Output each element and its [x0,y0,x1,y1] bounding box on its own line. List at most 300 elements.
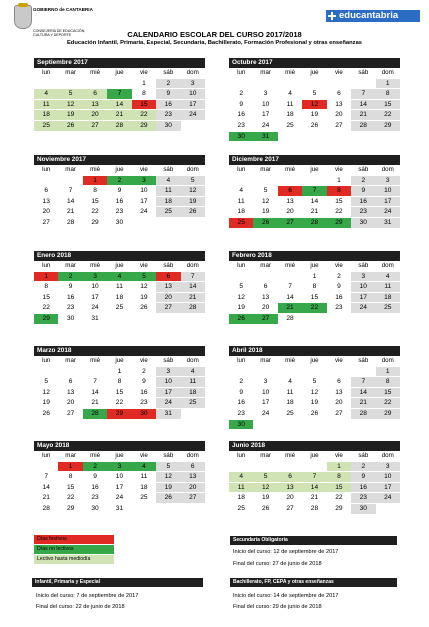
day-cell: 31 [156,408,180,419]
day-cell: 5 [156,461,180,472]
day-cell [34,175,58,186]
weekday-label: sáb [156,261,180,271]
day-cell: 10 [156,377,180,388]
day-cell [327,131,351,142]
day-cell: 17 [132,196,156,207]
week-row [34,186,205,197]
day-cell: 12 [34,387,58,398]
day-cell: 3 [351,271,375,282]
day-cell: 21 [278,303,302,314]
weekday-label: sáb [156,165,180,175]
day-cell [351,419,375,430]
weekday-label: mié [83,451,107,461]
week-row [229,292,400,303]
weekday-label: dom [181,68,205,78]
day-cell: 20 [327,110,351,121]
week-row [34,110,205,121]
day-cell: 22 [327,493,351,504]
day-cell: 10 [351,282,375,293]
day-cell [229,271,253,282]
month-calendar [229,346,400,430]
day-cell [253,419,277,430]
secundaria-header: Secundaria Obligatoria [230,536,397,545]
day-cell: 22 [376,110,400,121]
day-cell [376,503,400,514]
day-cell: 13 [327,387,351,398]
day-cell: 7 [58,186,82,197]
day-cell: 26 [302,408,326,419]
day-cell: 10 [376,472,400,483]
day-cell: 29 [376,120,400,131]
day-cell: 1 [302,271,326,282]
day-cell: 18 [156,196,180,207]
day-cell: 31 [107,503,131,514]
day-cell [181,408,205,419]
day-cell: 26 [34,408,58,419]
weekday-label: dom [181,261,205,271]
day-cell [156,503,180,514]
day-cell: 12 [132,282,156,293]
day-cell [278,175,302,186]
month-title: Junio 2018 [229,441,400,451]
day-cell: 5 [34,377,58,388]
day-cell: 14 [278,292,302,303]
day-cell: 30 [229,419,253,430]
day-cell: 3 [181,78,205,89]
day-cell [58,78,82,89]
day-cell: 17 [83,292,107,303]
day-cell: 23 [351,493,375,504]
day-cell: 16 [83,482,107,493]
day-cell: 22 [302,303,326,314]
day-cell: 30 [156,120,180,131]
day-cell: 6 [278,186,302,197]
week-row [229,271,400,282]
day-cell: 28 [302,217,326,228]
week-row [34,377,205,388]
day-cell: 13 [58,387,82,398]
day-cell: 30 [58,313,82,324]
day-cell [302,461,326,472]
week-row [229,78,400,89]
day-cell: 15 [132,99,156,110]
day-cell: 11 [229,482,253,493]
week-row [34,408,205,419]
day-cell: 18 [34,110,58,121]
week-row [229,366,400,377]
day-cell: 3 [253,89,277,100]
day-cell: 24 [376,207,400,218]
week-row [229,461,400,472]
day-cell: 13 [327,99,351,110]
day-cell: 25 [229,217,253,228]
weekday-label: mar [58,165,82,175]
day-cell: 28 [278,313,302,324]
day-cell: 24 [156,398,180,409]
day-cell: 5 [229,282,253,293]
day-cell: 16 [107,196,131,207]
week-row [34,271,205,282]
day-cell: 25 [34,120,58,131]
day-cell: 27 [83,120,107,131]
day-cell: 24 [376,493,400,504]
weekday-label: dom [376,165,400,175]
day-cell: 11 [156,186,180,197]
week-row [34,120,205,131]
day-cell: 24 [132,207,156,218]
day-cell: 24 [351,303,375,314]
weekday-label: dom [376,356,400,366]
day-cell: 24 [107,493,131,504]
day-cell: 2 [132,366,156,377]
day-cell: 27 [34,217,58,228]
day-cell: 4 [34,89,58,100]
day-cell: 10 [253,387,277,398]
day-cell: 25 [181,398,205,409]
day-cell: 1 [132,78,156,89]
day-cell: 5 [253,472,277,483]
day-cell [83,366,107,377]
weekday-label: mié [83,165,107,175]
day-cell: 1 [58,461,82,472]
day-cell: 26 [132,303,156,314]
day-cell: 26 [58,120,82,131]
day-cell: 22 [132,110,156,121]
day-cell: 7 [302,186,326,197]
day-cell: 26 [156,493,180,504]
week-row [229,186,400,197]
day-cell [278,271,302,282]
weekday-label: sáb [156,68,180,78]
week-row [229,207,400,218]
day-cell: 13 [181,472,205,483]
day-cell: 27 [327,120,351,131]
day-cell: 25 [278,120,302,131]
day-cell: 2 [229,377,253,388]
day-cell: 15 [83,196,107,207]
day-cell: 10 [132,186,156,197]
day-cell: 26 [253,503,277,514]
day-cell [229,175,253,186]
day-cell: 6 [83,89,107,100]
day-cell: 9 [58,282,82,293]
day-cell: 13 [278,482,302,493]
day-cell: 12 [156,472,180,483]
day-cell [278,461,302,472]
secundaria-start: Inicio del curso: 12 de septiembre de 2017 [233,549,339,555]
day-cell: 20 [278,493,302,504]
week-row [229,120,400,131]
day-cell: 2 [351,175,375,186]
day-cell: 23 [327,303,351,314]
day-cell: 8 [327,472,351,483]
day-cell: 21 [302,493,326,504]
day-cell: 18 [229,207,253,218]
day-cell: 17 [376,196,400,207]
day-cell: 7 [278,282,302,293]
day-cell: 16 [156,99,180,110]
day-cell: 21 [58,207,82,218]
day-cell: 12 [58,99,82,110]
week-row [34,207,205,218]
day-cell: 12 [253,196,277,207]
day-cell [351,313,375,324]
weekday-label: mar [253,356,277,366]
day-cell: 23 [58,303,82,314]
day-cell: 2 [107,175,131,186]
weekday-label: lun [229,68,253,78]
week-row [34,387,205,398]
day-cell [229,78,253,89]
day-cell: 1 [376,78,400,89]
weekday-label: sáb [351,356,375,366]
day-cell: 3 [132,175,156,186]
day-cell: 19 [181,196,205,207]
weekday-label: sáb [156,356,180,366]
day-cell [302,419,326,430]
day-cell: 2 [229,89,253,100]
day-cell: 11 [376,282,400,293]
day-cell: 3 [253,377,277,388]
day-cell: 6 [181,461,205,472]
day-cell: 22 [58,493,82,504]
day-cell: 30 [229,131,253,142]
weekday-label: jue [302,451,326,461]
day-cell: 5 [181,175,205,186]
week-row [34,292,205,303]
day-cell: 17 [253,110,277,121]
month-calendar [229,251,400,325]
week-row [229,99,400,110]
day-cell: 25 [278,408,302,419]
weekday-label: sáb [351,68,375,78]
day-cell: 9 [351,472,375,483]
weekday-label: mié [83,356,107,366]
weekday-label: mar [58,261,82,271]
day-cell: 8 [83,186,107,197]
weekday-label: dom [376,261,400,271]
day-cell: 28 [302,503,326,514]
day-cell: 23 [229,408,253,419]
day-cell: 20 [327,398,351,409]
week-row [34,99,205,110]
day-cell: 1 [327,175,351,186]
day-cell: 7 [107,89,131,100]
day-cell: 29 [34,313,58,324]
day-cell: 4 [132,461,156,472]
day-cell: 12 [302,99,326,110]
brand-name: educantabria [339,10,399,21]
weekday-label: vie [327,261,351,271]
day-cell: 19 [34,398,58,409]
day-cell: 15 [107,387,131,398]
day-cell: 27 [156,303,180,314]
week-row [34,175,205,186]
day-cell: 27 [278,503,302,514]
week-row [34,196,205,207]
day-cell: 15 [302,292,326,303]
weekday-label: vie [327,356,351,366]
secundaria-end: Final del curso: 27 de junio de 2018 [233,561,322,567]
day-cell: 25 [156,207,180,218]
week-row [229,398,400,409]
day-cell: 6 [34,186,58,197]
weekday-label: mar [253,451,277,461]
day-cell: 1 [83,175,107,186]
day-cell: 29 [83,217,107,228]
day-cell: 6 [253,282,277,293]
month-calendar [229,155,400,229]
day-cell: 19 [302,110,326,121]
day-cell [351,78,375,89]
day-cell: 20 [34,207,58,218]
legend-half-day: Lectivo hasta mediodía [34,555,114,564]
month-calendar [229,441,400,515]
day-cell: 31 [376,217,400,228]
month-title: Mayo 2018 [34,441,205,451]
weekday-label: mié [83,68,107,78]
week-row [229,175,400,186]
day-cell: 19 [156,482,180,493]
day-cell: 20 [181,482,205,493]
day-cell: 9 [351,186,375,197]
day-cell: 15 [327,196,351,207]
weekday-label: vie [132,165,156,175]
day-cell [58,366,82,377]
day-cell: 10 [376,186,400,197]
day-cell [302,131,326,142]
infantil-start: Inicio del curso: 7 de septiembre de 2017 [36,593,139,599]
legend-non-school: Días no lectivos [34,545,114,554]
weekday-label: jue [107,165,131,175]
day-cell: 16 [327,292,351,303]
weekday-label: sáb [351,261,375,271]
weekday-label: mié [278,261,302,271]
day-cell [229,461,253,472]
day-cell: 3 [107,461,131,472]
day-cell: 10 [181,89,205,100]
day-cell: 31 [83,313,107,324]
day-cell: 23 [351,207,375,218]
day-cell: 18 [181,387,205,398]
weekday-label: sáb [156,451,180,461]
day-cell: 4 [278,89,302,100]
weekday-label: dom [376,451,400,461]
month-calendar [34,155,205,229]
day-cell [253,461,277,472]
day-cell: 3 [376,175,400,186]
day-cell: 11 [34,99,58,110]
day-cell: 17 [107,482,131,493]
day-cell: 28 [351,408,375,419]
day-cell: 26 [253,217,277,228]
weekday-label: jue [107,261,131,271]
day-cell: 25 [376,303,400,314]
day-cell: 18 [278,398,302,409]
week-row [34,472,205,483]
weekday-label: lun [34,68,58,78]
day-cell [132,503,156,514]
day-cell: 4 [156,175,180,186]
day-cell: 8 [376,89,400,100]
day-cell: 4 [376,271,400,282]
day-cell [278,419,302,430]
weekday-label: jue [302,68,326,78]
weekday-label: vie [132,261,156,271]
day-cell: 25 [107,303,131,314]
day-cell: 13 [156,282,180,293]
day-cell [156,217,180,228]
day-cell: 5 [58,89,82,100]
day-cell: 12 [302,387,326,398]
day-cell: 7 [351,377,375,388]
day-cell: 1 [327,461,351,472]
day-cell: 29 [376,408,400,419]
day-cell: 17 [156,387,180,398]
educantabria-logo [326,10,420,22]
weekday-label: jue [107,68,131,78]
day-cell: 28 [83,408,107,419]
day-cell: 15 [376,99,400,110]
day-cell: 2 [351,461,375,472]
month-title: Noviembre 2017 [34,155,205,165]
day-cell: 9 [107,186,131,197]
day-cell: 7 [351,89,375,100]
day-cell: 30 [107,217,131,228]
month-title: Abril 2018 [229,346,400,356]
day-cell: 18 [229,493,253,504]
bachillerato-start: Inicio del curso: 14 de septiembre de 2017 [233,593,339,599]
day-cell: 3 [156,366,180,377]
day-cell: 9 [327,282,351,293]
day-cell: 3 [376,461,400,472]
department-name: CONSEJERÍA DE EDUCACIÓN, CULTURA Y DEPORTE [33,29,86,37]
weekday-label: mar [253,261,277,271]
day-cell: 4 [229,472,253,483]
day-cell: 23 [229,120,253,131]
day-cell: 18 [376,292,400,303]
page-subtitle: Educación Infantil, Primaria, Especial, Secundaria, Bachillerato, Formación Profesional y otras enseñanzas [66,40,363,46]
day-cell: 14 [181,282,205,293]
day-cell: 20 [83,110,107,121]
week-row [34,313,205,324]
day-cell: 14 [351,99,375,110]
day-cell [327,419,351,430]
day-cell: 14 [34,482,58,493]
day-cell: 24 [83,303,107,314]
weekday-label: mié [83,261,107,271]
day-cell: 31 [253,131,277,142]
day-cell [34,78,58,89]
day-cell: 19 [229,303,253,314]
day-cell: 8 [107,377,131,388]
day-cell: 17 [376,482,400,493]
week-row [229,313,400,324]
day-cell [302,78,326,89]
week-row [34,398,205,409]
day-cell: 8 [132,89,156,100]
legend-holiday: Días festivos [34,535,114,544]
day-cell: 22 [83,207,107,218]
day-cell: 28 [58,217,82,228]
weekday-label: dom [181,356,205,366]
day-cell: 29 [58,503,82,514]
day-cell: 5 [302,377,326,388]
day-cell: 28 [34,503,58,514]
day-cell: 14 [302,196,326,207]
day-cell: 17 [351,292,375,303]
day-cell: 25 [132,493,156,504]
